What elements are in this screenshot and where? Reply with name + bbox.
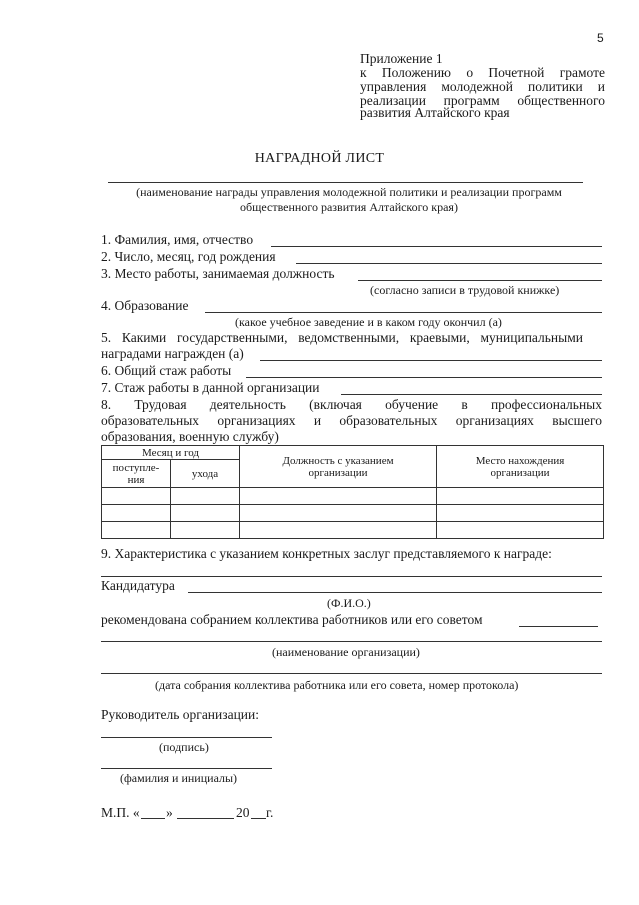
month-line[interactable] <box>177 818 234 819</box>
stamp-close-quote: » <box>166 805 173 820</box>
field-8-line-3: образования, военную службу) <box>101 429 279 444</box>
field-5-line[interactable] <box>260 360 602 361</box>
field-4-note: (какое учебное заведение и в каком году окончил (а) <box>235 315 502 329</box>
award-caption-1: (наименование награды управления молодежной политики и реализации программ <box>136 185 562 199</box>
name-line[interactable] <box>101 768 272 769</box>
field-5-line-1: 5. Какими государственными, ведомственными, краевыми, муниципальными <box>101 330 583 345</box>
field-6-label: 6. Общий стаж работы <box>101 363 232 378</box>
field-8-line-1: 8. Трудовая деятельность (включая обучение в профессиональных <box>101 397 602 412</box>
table-cell[interactable] <box>437 505 604 522</box>
header-exit: ухода <box>171 460 240 488</box>
field-5-line-2: наградами награжден (а) <box>101 346 244 361</box>
header-position-line-1: Должность с указанием <box>282 454 394 467</box>
head-label: Руководитель организации: <box>101 707 260 722</box>
header-position-line-2: организации <box>308 466 368 479</box>
page-number: 5 <box>597 31 604 45</box>
document-title: НАГРАДНОЙ ЛИСТ <box>254 151 385 166</box>
organization-caption: (наименование организации) <box>272 645 420 659</box>
header-location-line-1: Место нахождения <box>475 454 565 467</box>
field-3-note: (согласно записи в трудовой книжке) <box>370 283 560 297</box>
fio-caption: (Ф.И.О.) <box>327 596 371 610</box>
field-9-label: 9. Характеристика с указанием конкретных заслуг представляемого к награде: <box>101 546 552 561</box>
table-cell[interactable] <box>240 488 437 505</box>
table-cell[interactable] <box>240 522 437 539</box>
field-2-line[interactable] <box>296 263 602 264</box>
header-entry-line-2: ния <box>127 473 145 486</box>
header-entry <box>102 460 171 488</box>
header-location <box>437 446 604 488</box>
meeting-date-line[interactable] <box>101 673 602 674</box>
award-name-line[interactable] <box>108 182 583 183</box>
header-month-year: Месяц и год <box>102 446 240 460</box>
table-cell[interactable] <box>437 522 604 539</box>
field-4-label: 4. Образование <box>101 298 189 313</box>
candidacy-label: Кандидатура <box>101 578 175 593</box>
employment-table <box>101 445 604 539</box>
field-3-label: 3. Место работы, занимаемая должность <box>101 266 335 281</box>
characteristic-line[interactable] <box>101 576 602 577</box>
signature-caption: (подпись) <box>159 740 209 754</box>
field-4-line[interactable] <box>205 312 602 313</box>
table-row[interactable] <box>102 505 604 522</box>
field-2-label: 2. Число, месяц, год рождения <box>101 249 276 264</box>
field-7-label: 7. Стаж работы в данной организации <box>101 380 320 395</box>
field-1-line[interactable] <box>271 246 602 247</box>
appendix-line-3: управления молодежной политики и <box>360 79 605 94</box>
name-caption: (фамилия и инициалы) <box>120 771 238 785</box>
stamp-year-suffix: г. <box>266 805 274 820</box>
year-line[interactable] <box>251 818 266 819</box>
field-8-line-2: образовательных организациях и образовательных организациях высшего <box>101 413 602 428</box>
table-cell[interactable] <box>171 488 240 505</box>
field-6-line[interactable] <box>246 377 602 378</box>
appendix-line-2: к Положению о Почетной грамоте <box>360 65 605 80</box>
header-entry-line-1: поступле- <box>112 461 160 474</box>
field-3-line[interactable] <box>358 280 602 281</box>
table-cell[interactable] <box>102 505 171 522</box>
table-cell[interactable] <box>102 488 171 505</box>
organization-line[interactable] <box>101 641 602 642</box>
table-cell[interactable] <box>171 522 240 539</box>
appendix-line-4: реализации программ общественного <box>360 93 605 108</box>
table-row[interactable] <box>102 522 604 539</box>
recommended-label: рекомендована собранием коллектива работников или его советом <box>101 612 483 627</box>
table-cell[interactable] <box>102 522 171 539</box>
appendix-line-1: Приложение 1 <box>360 51 443 66</box>
meeting-date-caption: (дата собрания коллектива работника или его совета, номер протокола) <box>155 678 519 692</box>
appendix-line-5: развития Алтайского края <box>360 105 510 120</box>
award-caption-2: общественного развития Алтайского края) <box>240 200 458 214</box>
table-row[interactable] <box>102 488 604 505</box>
field-1-label: 1. Фамилия, имя, отчество <box>101 232 254 247</box>
table-cell[interactable] <box>437 488 604 505</box>
header-location-line-2: организации <box>490 466 550 479</box>
stamp-mp: М.П. « <box>101 805 140 820</box>
day-line[interactable] <box>141 818 165 819</box>
candidacy-line[interactable] <box>188 592 602 593</box>
recommended-line[interactable] <box>519 626 598 627</box>
field-7-line[interactable] <box>341 394 602 395</box>
stamp-year-prefix: 20 <box>236 805 250 820</box>
table-cell[interactable] <box>171 505 240 522</box>
table-cell[interactable] <box>240 505 437 522</box>
signature-line[interactable] <box>101 737 272 738</box>
header-position <box>240 446 437 488</box>
